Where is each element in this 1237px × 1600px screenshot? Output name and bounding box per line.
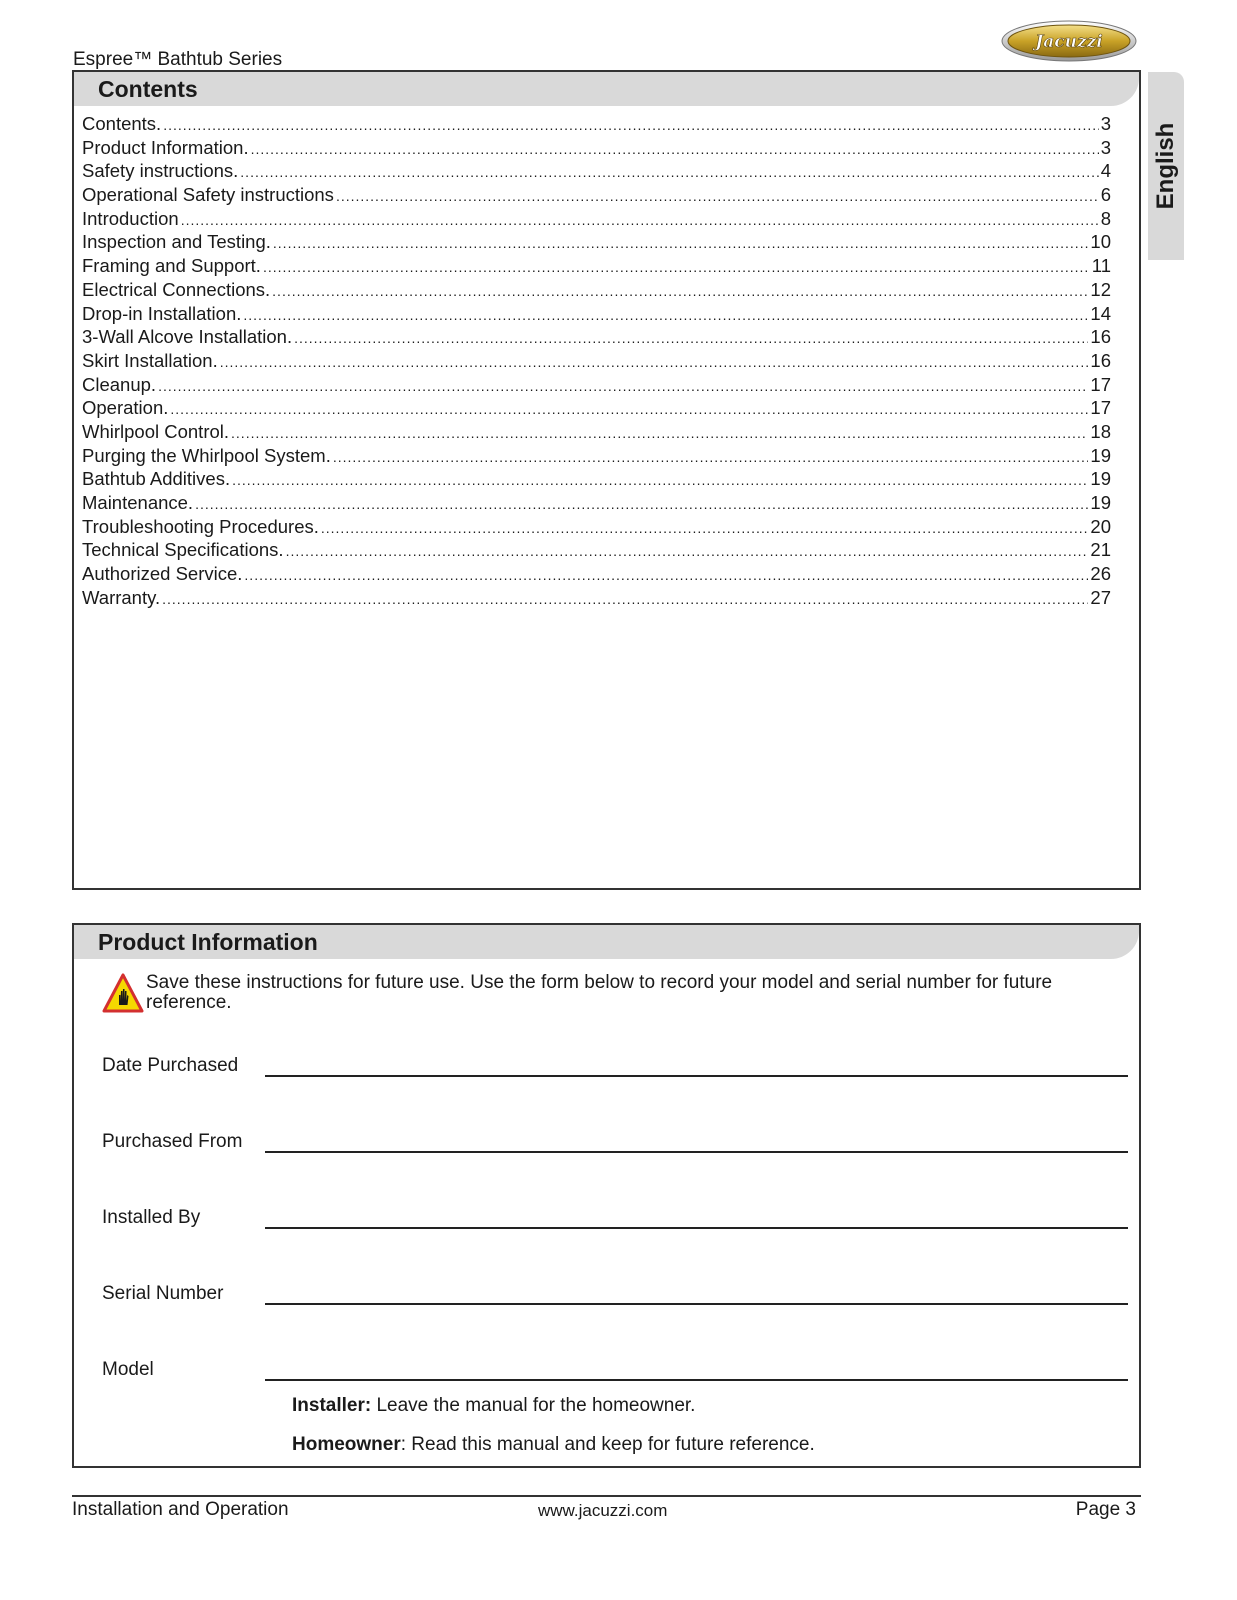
toc-entry: [82, 325, 1111, 349]
toc-entry-page: 3: [1100, 113, 1111, 134]
toc-entry: [82, 515, 1111, 539]
toc-entry-label: Electrical Connections.: [82, 278, 271, 300]
toc-entry-label: Purging the Whirlpool System.: [82, 444, 331, 466]
footer-rule: [72, 1495, 1141, 1497]
toc-leader-dots: [240, 161, 1098, 185]
installer-text: Leave the manual for the homeowner.: [371, 1395, 696, 1416]
toc-leader-dots: [251, 138, 1099, 162]
toc-entry-label: Authorized Service.: [82, 563, 243, 585]
form-field-label: Installed By: [102, 1207, 201, 1228]
contents-title: Contents: [74, 72, 1139, 106]
toc-entry-page: 17: [1090, 397, 1111, 419]
toc-entry-page: 10: [1090, 231, 1111, 253]
toc-entry: [82, 491, 1111, 515]
toc-entry-page: 20: [1090, 515, 1111, 537]
toc-entry: [82, 444, 1111, 468]
toc-entry-label: Cleanup.: [82, 373, 157, 395]
toc-leader-dots: [286, 540, 1089, 564]
toc-leader-dots: [158, 375, 1088, 399]
contents-section: [72, 70, 1141, 890]
toc-leader-dots: [163, 114, 1099, 138]
toc-leader-dots: [231, 422, 1088, 446]
toc-entry-page: 4: [1100, 160, 1111, 182]
warning-hand-icon: [102, 973, 144, 1013]
form-field-line[interactable]: [265, 1379, 1128, 1381]
toc-entry: [82, 278, 1111, 302]
toc-entry: [82, 302, 1111, 326]
toc-leader-dots: [243, 304, 1088, 328]
toc-entry-page: 18: [1090, 420, 1111, 442]
toc-entry-label: Technical Specifications.: [82, 539, 284, 561]
toc-entry-label: Warranty.: [82, 586, 161, 608]
jacuzzi-logo: [1001, 20, 1137, 62]
toc-leader-dots: [232, 469, 1088, 493]
form-field: [102, 1131, 1128, 1153]
toc-leader-dots: [263, 256, 1090, 280]
product-information-title: Product Information: [74, 925, 1139, 959]
toc-entry-page: 19: [1090, 444, 1111, 466]
toc-entry: [82, 562, 1111, 586]
toc-leader-dots: [333, 446, 1089, 470]
toc-leader-dots: [336, 185, 1099, 209]
toc-entry: [82, 538, 1111, 562]
toc-entry-label: Operational Safety instructions: [82, 184, 334, 206]
toc-entry: [82, 159, 1111, 183]
toc-entry-page: 12: [1090, 278, 1111, 300]
form-field-label: Date Purchased: [102, 1055, 239, 1076]
toc-entry-label: Skirt Installation.: [82, 349, 218, 371]
toc-entry-label: Drop-in Installation.: [82, 302, 242, 324]
toc-entry-page: 8: [1100, 207, 1111, 229]
toc-leader-dots: [273, 232, 1089, 256]
toc-entry: [82, 254, 1111, 278]
installer-note: [292, 1395, 695, 1417]
toc-entry-page: 14: [1090, 302, 1111, 324]
form-field-label: Purchased From: [102, 1131, 243, 1152]
toc-entry: [82, 467, 1111, 491]
toc-entry-page: 16: [1090, 349, 1111, 371]
toc-entry-page: 11: [1091, 255, 1111, 277]
logo-text: Jacuzzi: [1035, 32, 1103, 52]
toc-entry: [82, 136, 1111, 160]
toc-leader-dots: [294, 327, 1088, 351]
toc-entry-page: 26: [1090, 563, 1111, 585]
toc-entry-page: 19: [1090, 492, 1111, 513]
toc-entry-label: Contents.: [82, 113, 162, 134]
toc-leader-dots: [195, 493, 1088, 517]
footer-left: Installation and Operation: [72, 1499, 289, 1520]
toc-leader-dots: [181, 209, 1099, 233]
toc-entry-label: 3-Wall Alcove Installation.: [82, 326, 293, 348]
form-field: [102, 1359, 1128, 1381]
toc-entry-page: 17: [1090, 373, 1111, 395]
toc-entry: [82, 230, 1111, 254]
toc-entry-page: 16: [1090, 326, 1111, 348]
toc-entry-label: Framing and Support.: [82, 255, 261, 277]
form-field-line[interactable]: [265, 1303, 1128, 1305]
toc-entry-label: Whirlpool Control.: [82, 420, 230, 442]
toc-entry-page: 6: [1100, 184, 1111, 206]
toc-leader-dots: [220, 351, 1089, 375]
toc-entry: [82, 112, 1111, 136]
toc-leader-dots: [272, 280, 1088, 304]
footer-page-number: Page 3: [1075, 1499, 1136, 1520]
form-field: [102, 1055, 1128, 1077]
toc-entry: [82, 207, 1111, 231]
toc-entry-label: Operation.: [82, 397, 169, 419]
toc-entry: [82, 183, 1111, 207]
toc-entry-label: Introduction: [82, 207, 179, 229]
product-information-section: [72, 923, 1141, 1468]
footer-website: www.jacuzzi.com: [538, 1501, 668, 1520]
toc-entry: [82, 396, 1111, 420]
toc-entry: [82, 586, 1111, 610]
toc-entry-page: 27: [1090, 586, 1111, 608]
toc-entry: [82, 349, 1111, 373]
form-field-line[interactable]: [265, 1227, 1128, 1229]
toc-entry-page: 19: [1090, 468, 1111, 490]
toc-leader-dots: [244, 564, 1088, 588]
toc-entry-page: 3: [1100, 136, 1111, 158]
homeowner-label: Homeowner: [292, 1434, 401, 1455]
toc-entry-label: Maintenance.: [82, 492, 194, 513]
homeowner-text: : Read this manual and keep for future reference.: [400, 1434, 815, 1455]
language-tab: [1148, 72, 1184, 260]
toc-entry: [82, 373, 1111, 397]
form-field: [102, 1283, 1128, 1305]
installer-label: Installer:: [292, 1395, 372, 1416]
form-field: [102, 1207, 1128, 1229]
language-tab-label: English: [1152, 122, 1179, 210]
toc-leader-dots: [170, 398, 1088, 422]
toc-entry-label: Safety instructions.: [82, 160, 239, 182]
homeowner-note: [292, 1434, 815, 1456]
toc-leader-dots: [321, 517, 1089, 541]
form-field-label: Serial Number: [102, 1283, 224, 1304]
toc-leader-dots: [162, 588, 1088, 612]
form-field-label: Model: [102, 1359, 154, 1380]
toc-entry-label: Bathtub Additives.: [82, 468, 231, 490]
notice-text: Save these instructions for future use. Use the form below to record your model and serial number for future reference.: [146, 972, 1053, 1013]
toc-entry-page: 21: [1090, 539, 1111, 561]
toc-list: [74, 106, 1139, 609]
form-field-line[interactable]: [265, 1151, 1128, 1153]
series-title: Espree™ Bathtub Series: [73, 49, 283, 70]
toc-entry-label: Troubleshooting Procedures.: [82, 515, 319, 537]
notice: [102, 973, 1102, 1013]
toc-entry-label: Product Information.: [82, 136, 249, 158]
form-field-line[interactable]: [265, 1075, 1128, 1077]
toc-entry: [82, 420, 1111, 444]
toc-entry-label: Inspection and Testing.: [82, 231, 271, 253]
